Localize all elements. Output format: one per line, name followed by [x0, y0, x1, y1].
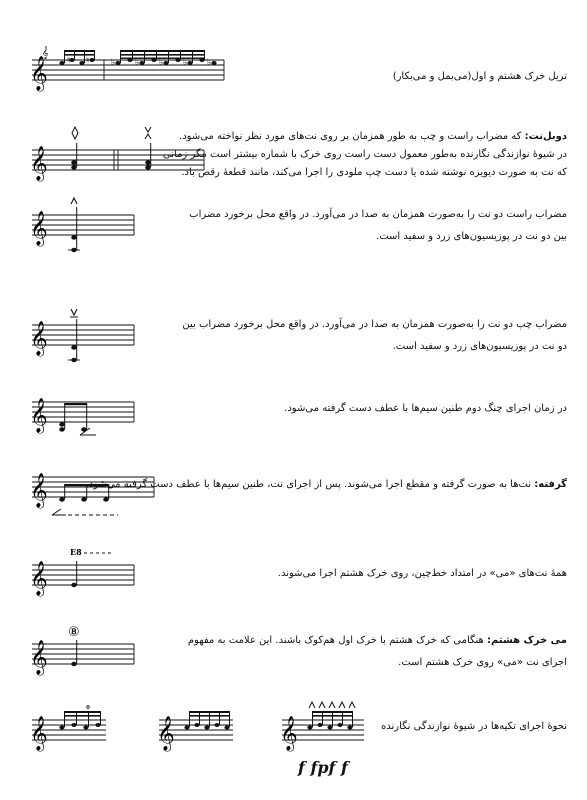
staff-trill	[28, 48, 228, 98]
accent-marks-icon	[309, 702, 355, 708]
section-e8-text: همهٔ نت‌های «می» در امتداد خط‌چین، روی خرک هشتم اجرا می‌شوند.	[277, 568, 567, 579]
term-double-stop: دوبل‌نت:	[524, 131, 567, 142]
music-staff-trill	[28, 48, 228, 98]
music-staff-string8	[28, 622, 138, 682]
staff-damp-second	[28, 390, 138, 450]
term-damped: گرفته:	[534, 479, 567, 490]
music-staff-accent-c	[278, 700, 368, 755]
svg-text:♮: ♮	[67, 56, 71, 66]
svg-text:♮: ♮	[86, 56, 90, 66]
staff-accent-b	[155, 705, 237, 755]
treble-clef-icon: 𝄞	[30, 640, 48, 675]
music-staff-damp-second	[28, 390, 138, 450]
music-staff-left-mallet	[28, 305, 138, 380]
svg-text:♭: ♭	[183, 58, 188, 68]
music-staff-accent-b	[155, 705, 237, 755]
string-number-icon: ⑧	[68, 625, 80, 640]
section-right-mallet-text: مضراب راست دو نت را به‌صورت همزمان به صدا در می‌آورد. در واقع محل برخورد مضراب بین دو نت در پوزیسیون‌های زرد و سفید است.	[189, 209, 567, 242]
accent-diamond-icon	[72, 127, 78, 139]
section-damped-text: گرفته: نت‌ها به صورت گرفته و مقطع اجرا می‌شوند. پس از اجرای نت، طنین سیم‌ها با عطف دست گرفته می‌شود.	[85, 479, 567, 490]
treble-clef-icon: 𝄞	[30, 716, 48, 751]
section-accents-text: نحوهٔ اجرای تکیه‌ها در شیوهٔ نوازندگی نگارنده	[380, 721, 567, 732]
treble-clef-icon: 𝄞	[30, 473, 48, 508]
svg-text:♭: ♭	[159, 58, 164, 68]
staff-accent-a	[28, 705, 110, 755]
left-accent-icon	[71, 309, 77, 315]
treble-clef-icon: 𝄞	[30, 561, 48, 596]
treble-clef-icon: 𝄞	[30, 146, 48, 181]
svg-text:♭: ♭	[111, 58, 116, 68]
treble-clef-icon: 𝄞	[30, 56, 48, 91]
term-string8: می خرک هشتم:	[487, 635, 567, 646]
treble-clef-icon: 𝄞	[157, 716, 175, 751]
staff-accent-c	[278, 700, 368, 755]
treble-clef-icon: 𝄞	[280, 716, 298, 751]
svg-text:♭: ♭	[207, 58, 212, 68]
staff-string8	[28, 622, 138, 682]
treble-clef-icon: 𝄞	[30, 398, 48, 433]
right-accent-icon	[71, 198, 77, 204]
svg-text:𝄞: 𝄞	[42, 46, 49, 59]
section-damp-second-text: در زمان اجرای چنگ دوم طنین سیم‌ها با عطف دست گرفته می‌شود.	[284, 403, 567, 414]
staff-right-mallet	[28, 195, 138, 270]
svg-text:♭: ♭	[135, 58, 140, 68]
dynamics-marking: f fpf f	[298, 758, 348, 777]
section-double-stop-text: دوبل‌نت: که مضراب راست و چپ به طور همزمان بر روی نت‌های مورد نظر نواخته می‌شود. در شیوهٔ نوازندگی نگارنده به‌طور معمول دست راست روی خرک با شماره بیشتر است مگر زمانی که نت به صورت دیویزه نوشته شده یا دست چپ ملودی را اجرا می‌کند، مانند قطعهٔ رقص باد.	[162, 131, 567, 178]
music-staff-accent-a	[28, 705, 110, 755]
treble-clef-icon: 𝄞	[30, 211, 48, 246]
section-trill-text: تریل خرک هشتم و اول(می‌بمل و می‌بکار)	[392, 71, 567, 82]
music-staff-e8	[28, 545, 138, 605]
staff-e8	[28, 545, 138, 605]
octave-mark: E8	[70, 547, 82, 557]
section-left-mallet-text: مضراب چپ دو نت را به‌صورت همزمان به صدا در می‌آورد. در واقع محل برخورد مضراب بین دو نت در پوزیسیون‌های زرد و سفید است.	[182, 319, 567, 352]
section-string8-text: می خرک هشتم: هنگامی که خرک هشتم با خرک اول هم‌کوک باشند. این علامت به مفهوم اجرای نت «می» روی خرک هشتم است.	[187, 635, 567, 668]
accent-both-icon	[145, 127, 151, 139]
staff-left-mallet	[28, 305, 138, 380]
treble-clef-icon: 𝄞	[30, 321, 48, 356]
music-staff-right-mallet	[28, 195, 138, 270]
